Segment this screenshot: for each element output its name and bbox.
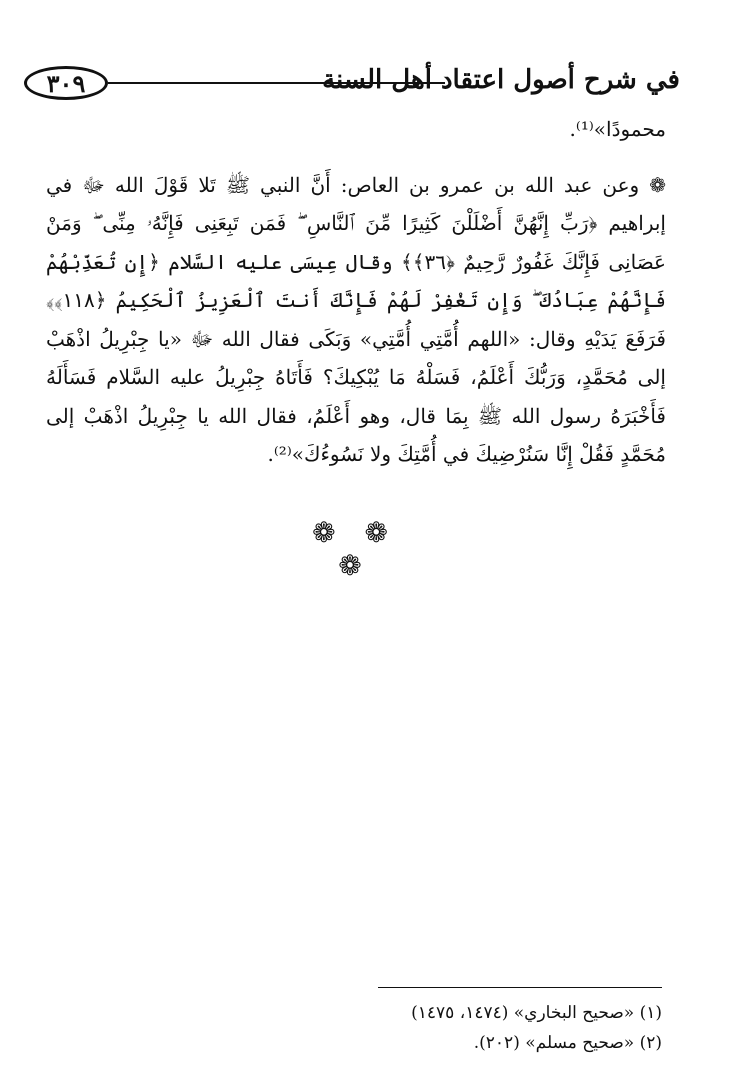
footnote-2: (٢) «صحيح مسلم» (٢٠٢). xyxy=(473,1033,662,1053)
main-text xyxy=(46,110,666,474)
book-title: في شرح أصول اعتقاد أهل السنة xyxy=(322,65,680,95)
footnote-1: (١) «صحيح البخاري» (١٤٧٤، ١٤٧٥) xyxy=(411,1003,662,1023)
continuation-line: محمودًا»⁽¹⁾. xyxy=(569,117,666,141)
footnote-rule xyxy=(378,987,662,988)
footnotes xyxy=(340,998,662,1058)
section-divider: ❁ ❁ ❁ xyxy=(312,516,398,582)
page-number: ٣٠٩ xyxy=(24,66,108,100)
hadith-paragraph: ❁ وعن عبد الله بن عمرو بن العاص: أَنَّ النبي ﷺ تَلا قَوْلَ الله ﷻ في إبراهيم ﴿رَبِّ إِنَّهُنَّ أَضْلَلْنَ كَثِيرًا مِّنَ ٱلنَّاسِ ۖ فَمَن تَبِعَنِى فَإِنَّهُۥ مِنِّى ۖ وَمَنْ عَصَانِى فَإِنَّكَ غَفُورٌ رَّحِيمٌ ﴿٣٦﴾﴾ وقال عِيسَى عليه السَّلام ﴿إِن تُعَذِّبْهُمْ فَإِنَّهُمْ عِبَادُكَ ۖ وَإِن تَغْفِرْ لَهُمْ فَإِنَّكَ أَنتَ ٱلْعَزِيزُ ٱلْحَكِيمُ ﴿١١٨﴾﴾ فَرَفَعَ يَدَيْهِ وقال: «اللهم أُمَّتِي أُمَّتِي» وَبَكَى فقال الله ﷻ «يا جِبْرِيلُ اذْهَبْ إلى مُحَمَّدٍ، وَرَبُّكَ أَعْلَمُ، فَسَلْهُ مَا يُبْكِيكَ؟ فَأَتَاهُ جِبْرِيلُ عليه السَّلام فَسَأَلَهُ فَأَخْبَرَهُ رسول الله ﷺ بِمَا قال، وهو أَعْلَمُ، فقال الله يا جِبْرِيلُ اذْهَبْ إلى مُحَمَّدٍ فَقُلْ إِنَّا سَنُرْضِيكَ في أُمَّتِكَ ولا نَسُوءُكَ»⁽²⁾. xyxy=(46,172,666,466)
page-header xyxy=(20,58,680,108)
